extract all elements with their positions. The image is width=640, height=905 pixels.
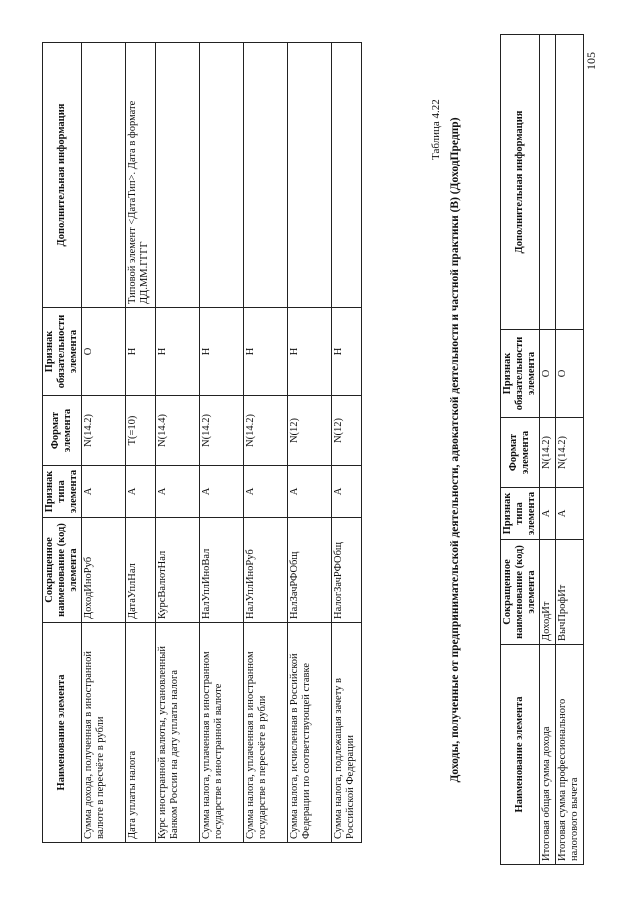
column-header: Формат элемента bbox=[501, 418, 540, 488]
table-row bbox=[156, 43, 200, 843]
table-row bbox=[556, 35, 584, 865]
cell bbox=[556, 35, 584, 330]
cell bbox=[332, 43, 362, 308]
page-number: 105 bbox=[584, 52, 598, 70]
cell: Итоговая сумма профессионального налогового вычета bbox=[556, 645, 584, 865]
cell: О bbox=[82, 308, 126, 396]
column-header: Признак обязательности элемента bbox=[501, 330, 540, 418]
cell: N(14.2) bbox=[200, 396, 244, 466]
column-header: Сокращенное наименование (код) элемента bbox=[43, 518, 82, 623]
cell: А bbox=[540, 488, 556, 540]
table-header-row bbox=[501, 35, 540, 865]
table-row bbox=[540, 35, 556, 865]
table-row bbox=[82, 43, 126, 843]
cell: N(14.2) bbox=[540, 418, 556, 488]
income-table bbox=[500, 34, 584, 865]
column-header: Признак обязательности элемента bbox=[43, 308, 82, 396]
table-header-row bbox=[43, 43, 82, 843]
cell: ДоходИноРуб bbox=[82, 518, 126, 623]
cell: N(12) bbox=[288, 396, 332, 466]
column-header: Наименование элемента bbox=[43, 623, 82, 843]
cell: Курс иностранной валюты, установленный Банком России на дату уплаты налога bbox=[156, 623, 200, 843]
table-row bbox=[126, 43, 156, 843]
cell: ДатаУплНал bbox=[126, 518, 156, 623]
cell: А bbox=[200, 466, 244, 518]
cell: А bbox=[82, 466, 126, 518]
cell: Итоговая общая сумма дохода bbox=[540, 645, 556, 865]
cell: НалУплИноРуб bbox=[244, 518, 288, 623]
cell bbox=[200, 43, 244, 308]
cell: Н bbox=[244, 308, 288, 396]
cell: А bbox=[244, 466, 288, 518]
cell: А bbox=[126, 466, 156, 518]
cell: N(14.2) bbox=[244, 396, 288, 466]
cell: НалУплИноВал bbox=[200, 518, 244, 623]
column-header: Формат элемента bbox=[43, 396, 82, 466]
cell: Н bbox=[332, 308, 362, 396]
cell: N(14.2) bbox=[556, 418, 584, 488]
cell: N(14.4) bbox=[156, 396, 200, 466]
table-caption: Доходы, полученные от предпринимательской деятельности, адвокатской деятельности и частной практики (В) (ДоходПредпр) bbox=[449, 117, 461, 783]
cell bbox=[156, 43, 200, 308]
cell: А bbox=[332, 466, 362, 518]
column-header: Признак типа элемента bbox=[501, 488, 540, 540]
cell: ДоходИт bbox=[540, 540, 556, 645]
cell: НалЗачРФОбщ bbox=[288, 518, 332, 623]
cell: О bbox=[556, 330, 584, 418]
cell: Н bbox=[200, 308, 244, 396]
cell: Сумма дохода, полученная в иностранной валюте в пересчёте в рубли bbox=[82, 623, 126, 843]
column-header: Признак типа элемента bbox=[43, 466, 82, 518]
cell bbox=[244, 43, 288, 308]
cell bbox=[82, 43, 126, 308]
column-header: Дополнительная информация bbox=[43, 43, 82, 308]
cell: N(14.2) bbox=[82, 396, 126, 466]
cell bbox=[540, 35, 556, 330]
table-row bbox=[244, 43, 288, 843]
cell: Типовой элемент <ДатаТип>. Дата в формате ДД.ММ.ГГГГ bbox=[126, 43, 156, 308]
column-header: Сокращенное наименование (код) элемента bbox=[501, 540, 540, 645]
cell: О bbox=[540, 330, 556, 418]
cell: А bbox=[288, 466, 332, 518]
column-header: Дополнительная информация bbox=[501, 35, 540, 330]
table-label: Таблица 4.22 bbox=[430, 99, 442, 160]
table-row bbox=[200, 43, 244, 843]
cell: Н bbox=[288, 308, 332, 396]
cell: НалогЗачРФОбщ bbox=[332, 518, 362, 623]
cell: Н bbox=[156, 308, 200, 396]
cell: А bbox=[556, 488, 584, 540]
cell: А bbox=[156, 466, 200, 518]
column-header: Наименование элемента bbox=[501, 645, 540, 865]
cell: Сумма налога, исчисленная в Российской Федерации по соответствующей ставке bbox=[288, 623, 332, 843]
cell bbox=[288, 43, 332, 308]
cell: Сумма налога, уплаченная в иностранном государстве в иностранной валюте bbox=[200, 623, 244, 843]
table-row bbox=[288, 43, 332, 843]
cell: T(=10) bbox=[126, 396, 156, 466]
cell: Дата уплаты налога bbox=[126, 623, 156, 843]
cell: Сумма налога, подлежащая зачету в Российской Федерации bbox=[332, 623, 362, 843]
cell: ВычПрофИт bbox=[556, 540, 584, 645]
cell: КурсВалютНал bbox=[156, 518, 200, 623]
table-row bbox=[332, 43, 362, 843]
cell: N(12) bbox=[332, 396, 362, 466]
cell: Н bbox=[126, 308, 156, 396]
elements-table bbox=[42, 42, 362, 843]
cell: Сумма налога, уплаченная в иностранном государстве в пересчёте в рубли bbox=[244, 623, 288, 843]
